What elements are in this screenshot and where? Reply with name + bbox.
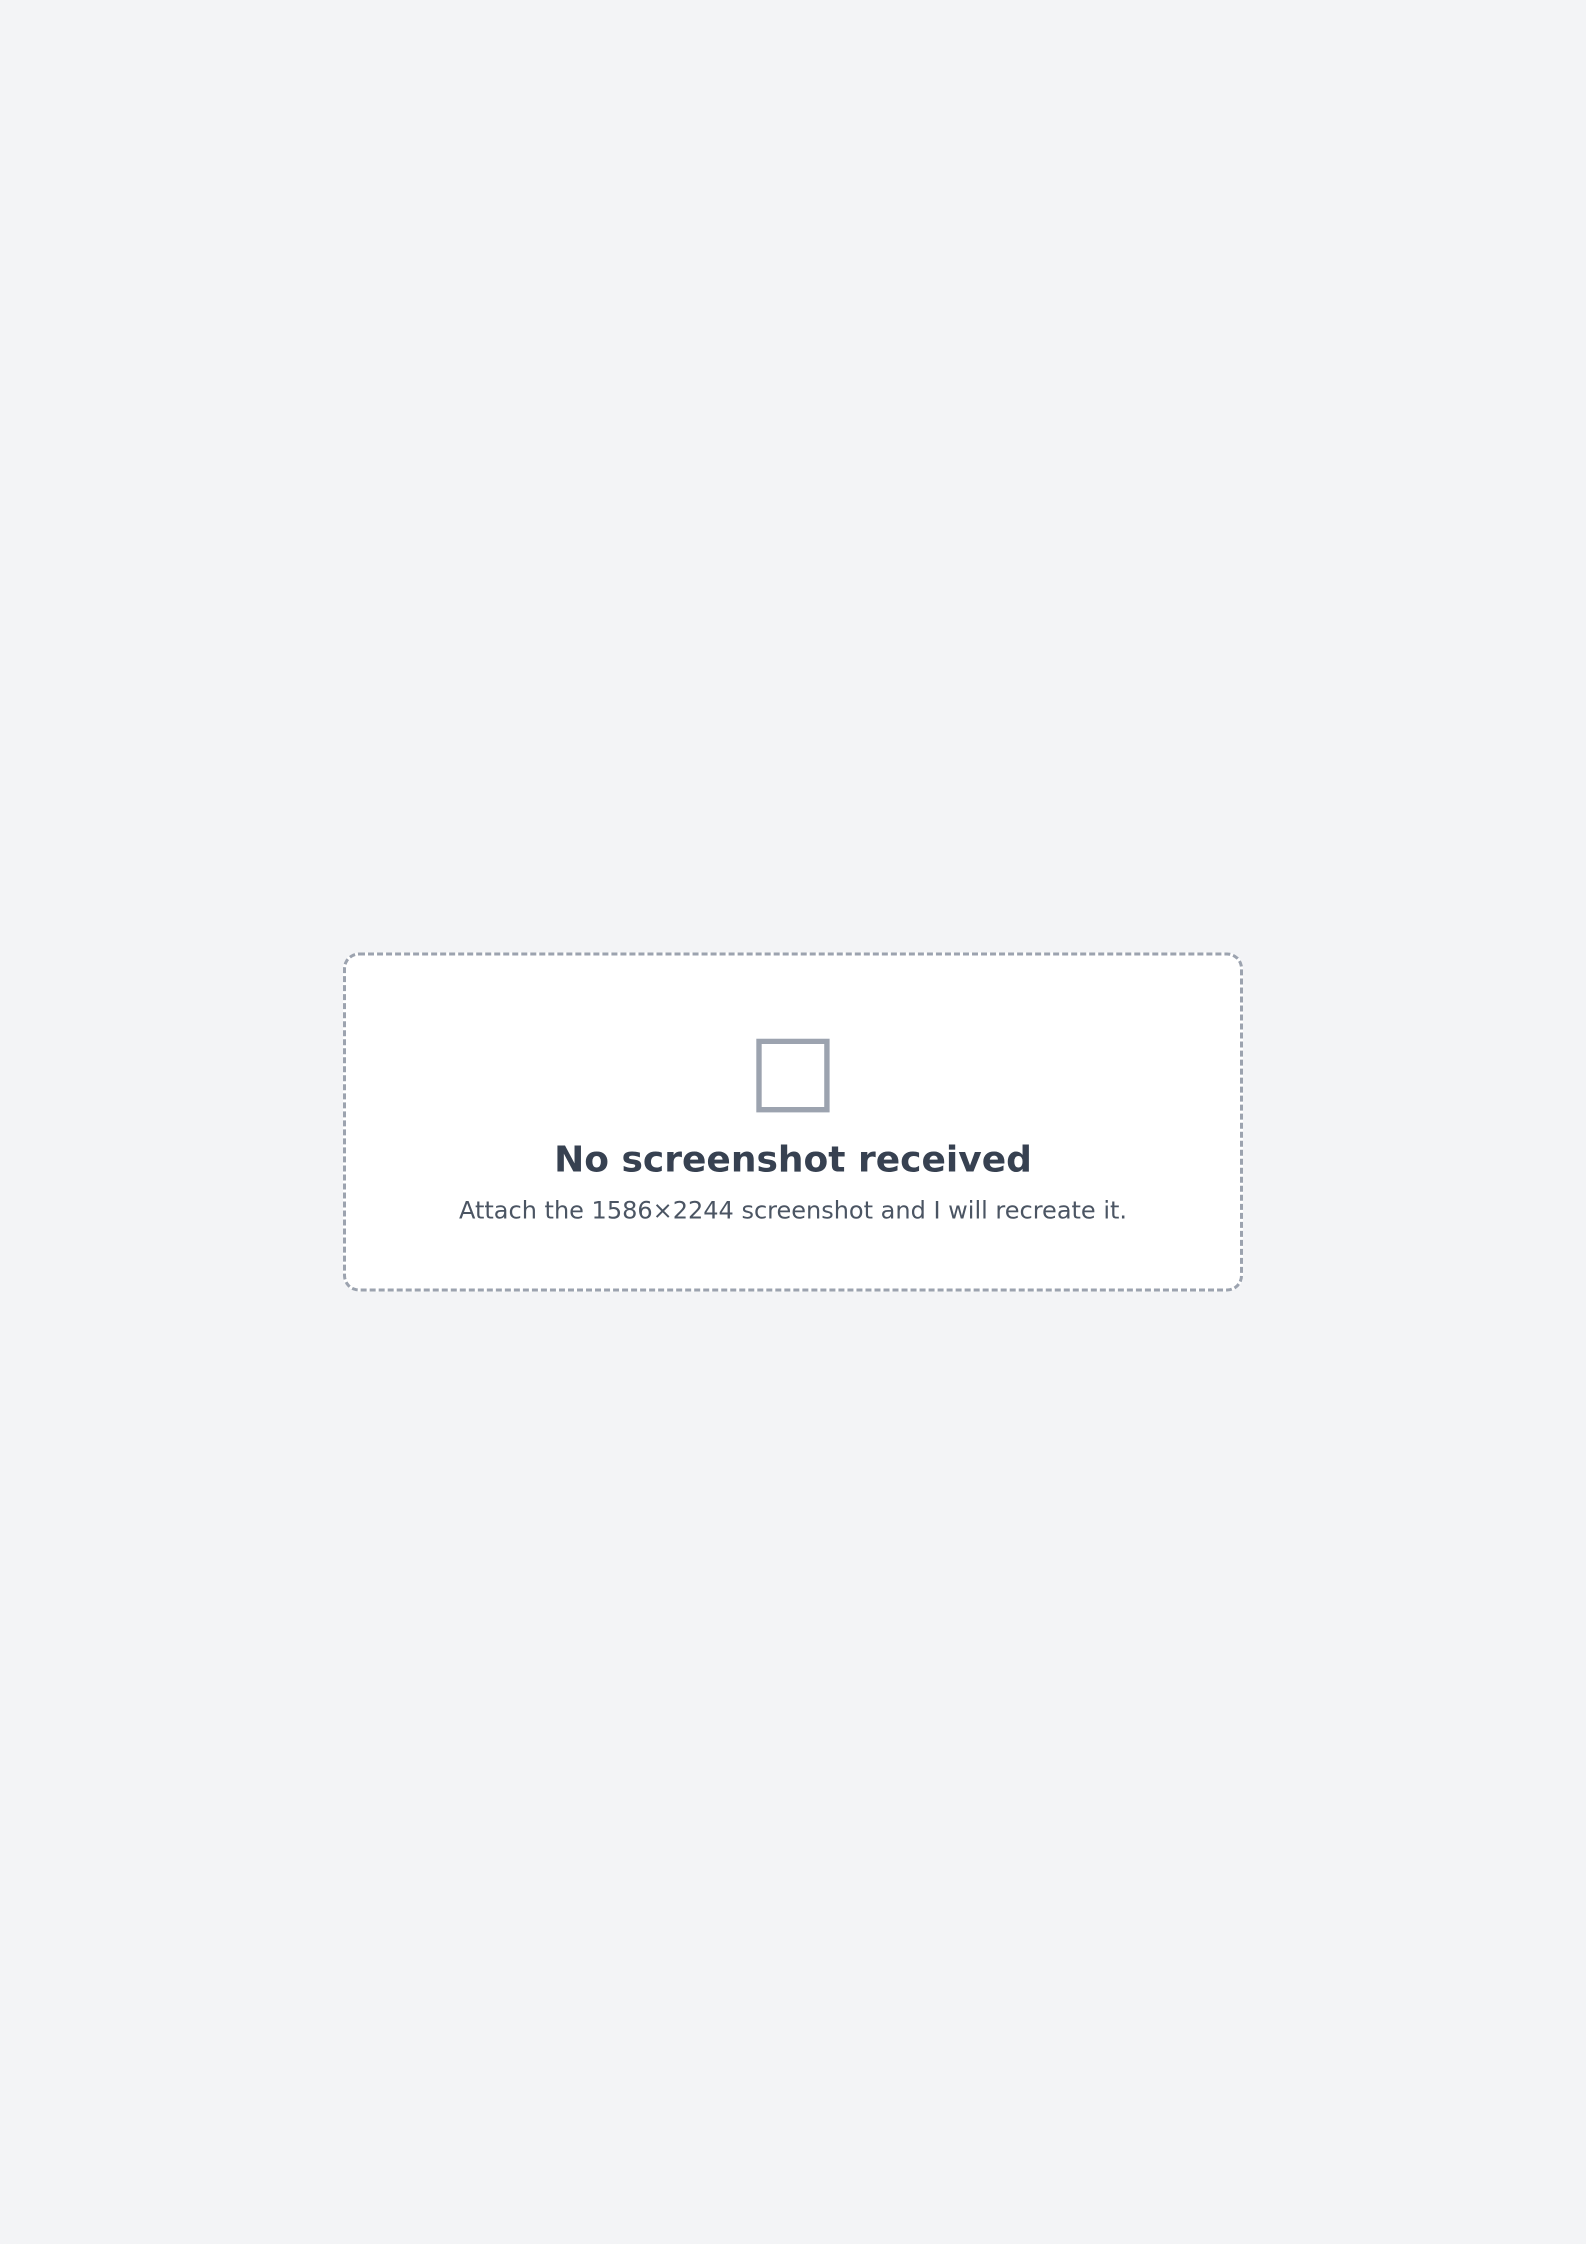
placeholder-hint: Attach the 1586×2244 screenshot and I will recreate it. xyxy=(458,1196,1128,1225)
missing-image-icon: □ xyxy=(747,1011,839,1124)
missing-image-placeholder xyxy=(343,953,1243,1292)
placeholder-message: No screenshot received xyxy=(554,1139,1032,1181)
